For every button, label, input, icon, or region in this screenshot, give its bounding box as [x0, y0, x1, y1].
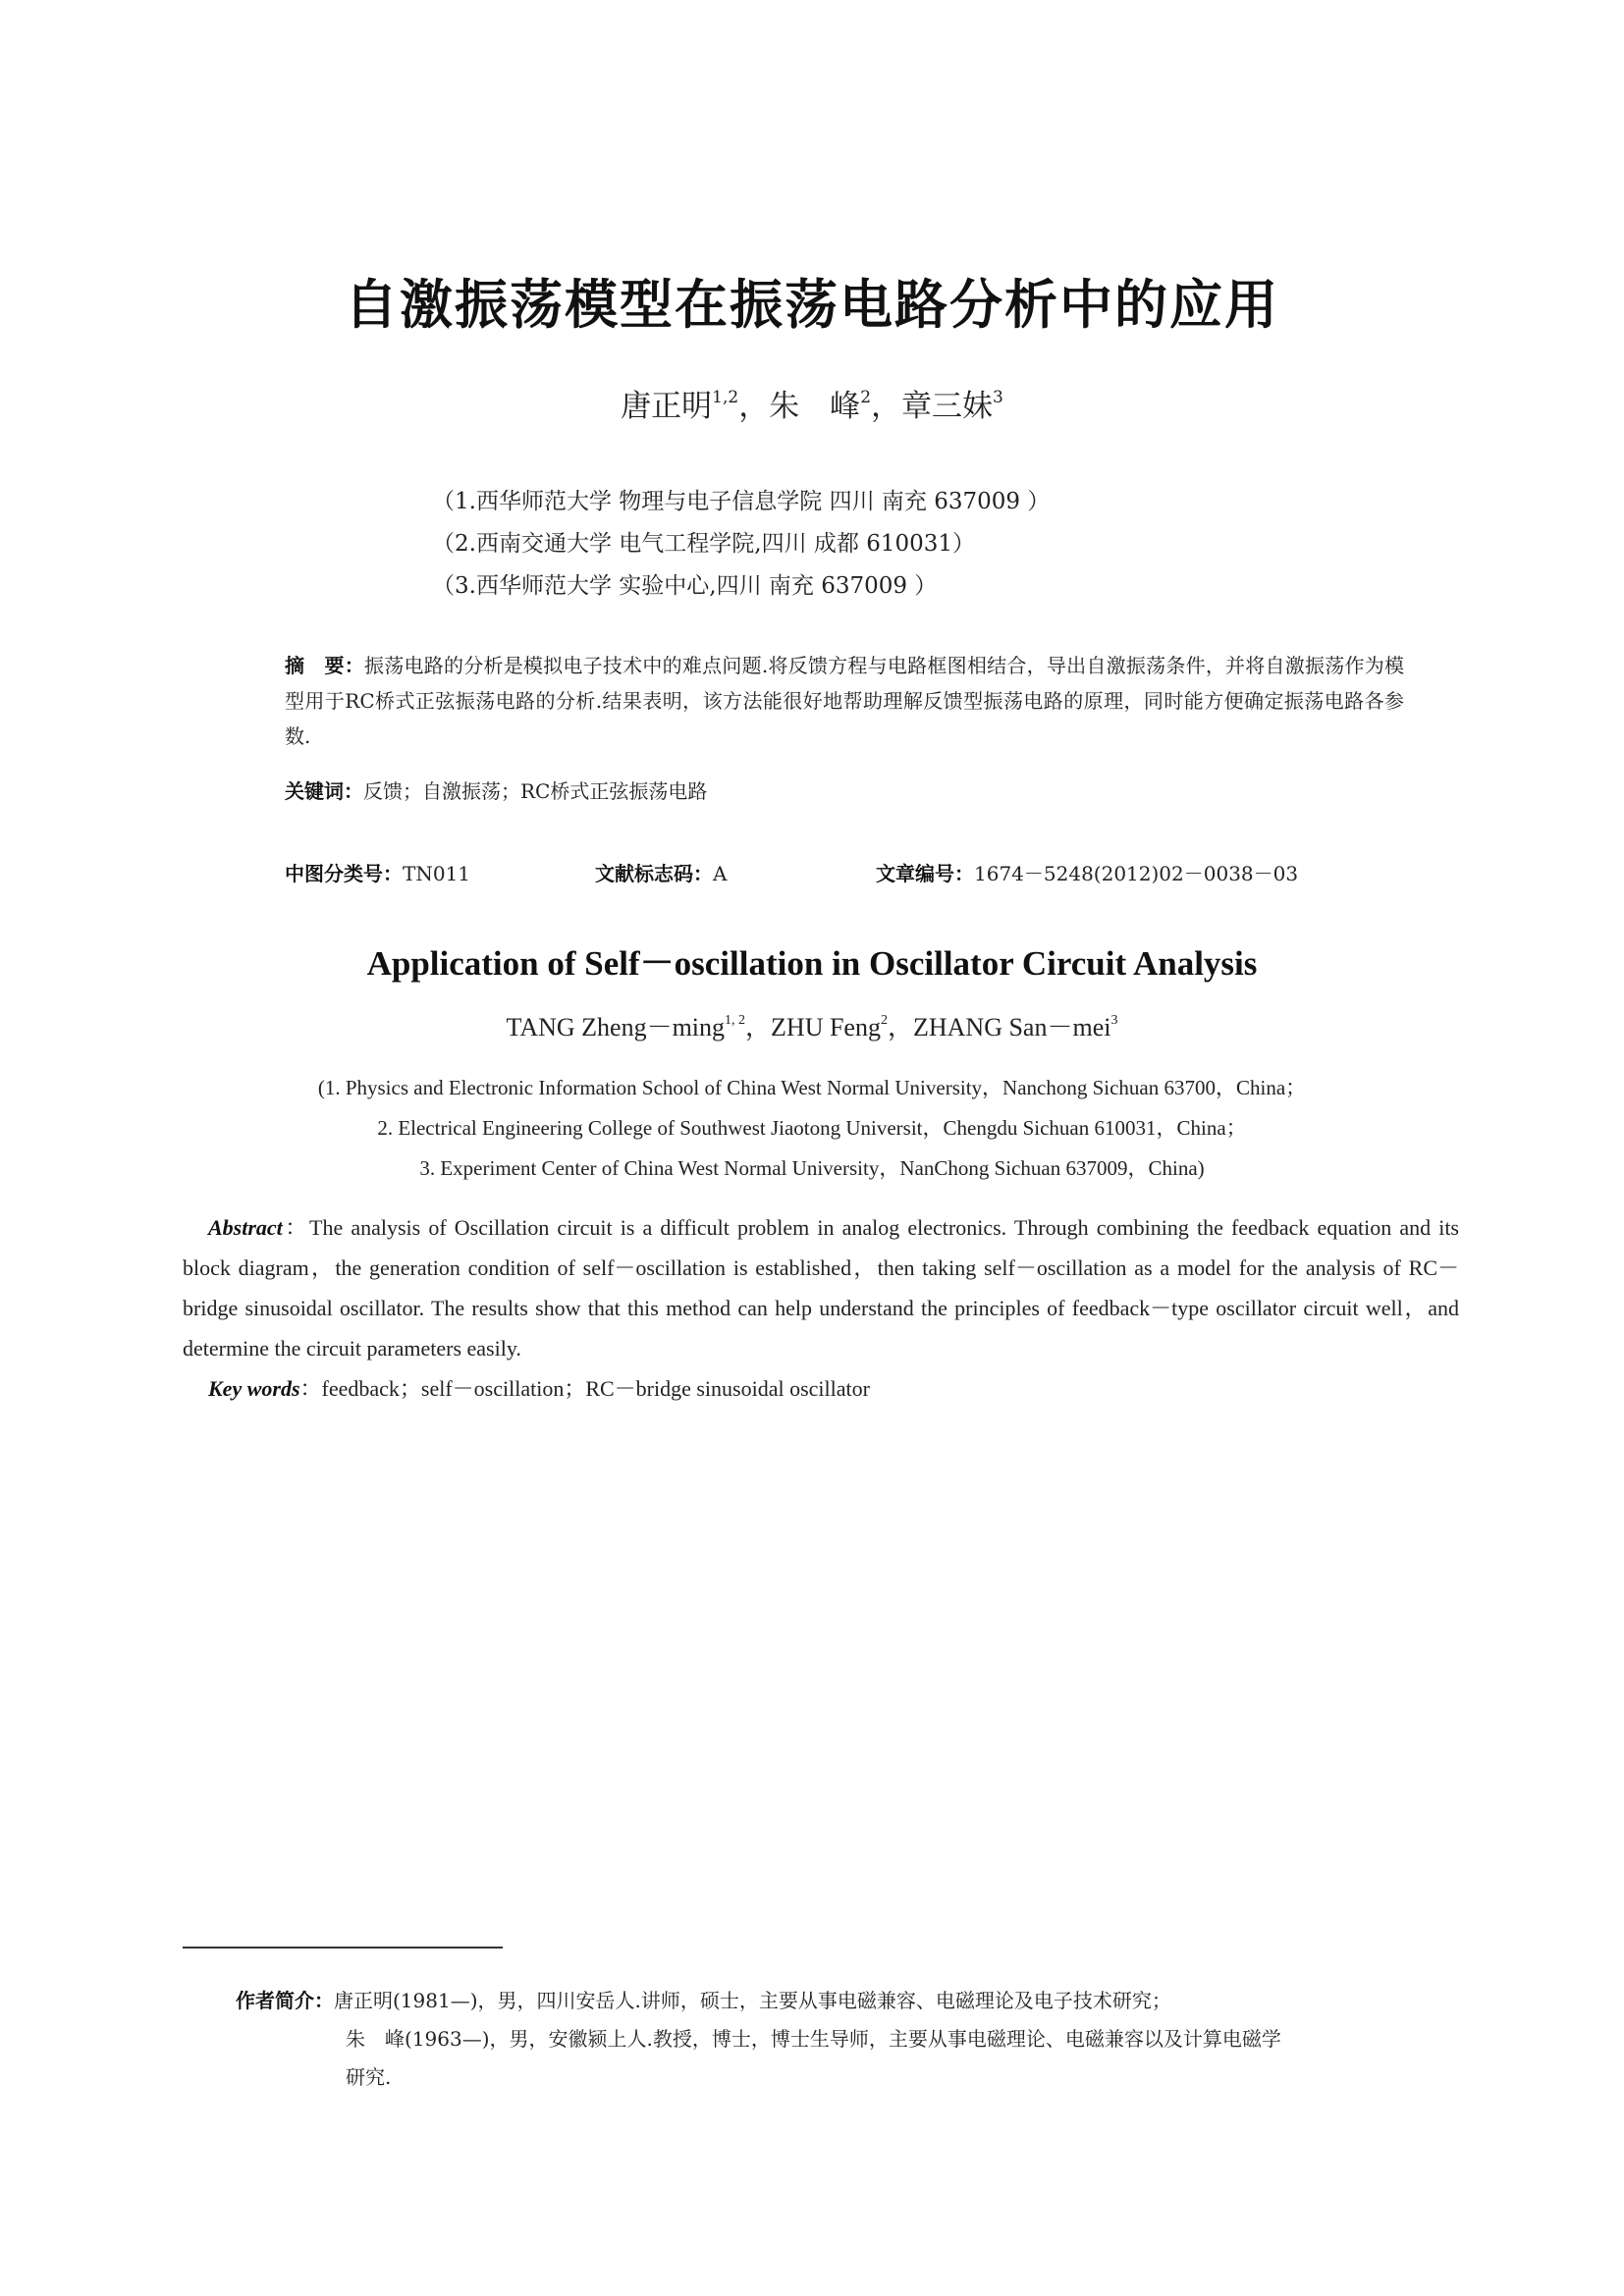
- author-separator: ，: [745, 1013, 772, 1041]
- abstract-text-cn: 振荡电路的分析是模拟电子技术中的难点问题.将反馈方程与电路框图相结合，导出自激振荡条件，并将自激振荡作为模型用于RC桥式正弦振荡电路的分析.结果表明，该方法能很好地帮助理解反馈型振荡电路的原理，同时能方便确定振荡电路各参数.: [285, 654, 1405, 748]
- author-bio-2: 朱 峰(1963—)，男，安徽颍上人.教授，博士，博士生导师，主要从事电磁理论、电磁兼容以及计算电磁学: [346, 2027, 1281, 2051]
- affiliation-line-en: 3. Experiment Center of China West Normal University，NanChong Sichuan 637009，China): [419, 1156, 1205, 1180]
- author-affil-index: 3: [993, 388, 1003, 407]
- keywords-label-colon: ：: [299, 1376, 322, 1401]
- author-bio-label: 作者简介：: [236, 1989, 334, 2012]
- document-code-label: 文献标志码：: [595, 862, 713, 885]
- paper-title-en: Application of Self－oscillation in Oscillator Circuit Analysis: [366, 944, 1258, 983]
- keywords-label-en: Key words: [208, 1376, 300, 1401]
- author-list-cn: [0, 381, 1624, 425]
- paper-title-cn: 自激振荡模型在振荡电路分析中的应用: [345, 274, 1279, 336]
- abstract-label-colon: ：: [282, 1215, 310, 1240]
- author-affil-index: 3: [1110, 1013, 1118, 1028]
- author-affil-index: 1,2: [712, 388, 739, 407]
- article-number-value: 1674－5248(2012)02－0038－03: [974, 862, 1299, 885]
- affiliation-line: （2.西南交通大学 电气工程学院,四川 成都 610031）: [432, 531, 975, 557]
- footnote-divider: [183, 1947, 503, 1949]
- author-affil-index: 2: [880, 1013, 888, 1028]
- document-code: [595, 858, 727, 886]
- abstract-cn: [285, 648, 1404, 754]
- author-bio-text: 唐正明(1981—)，男，四川安岳人.讲师，硕士，主要从事电磁兼容、电磁理论及电子技术研究；: [334, 1989, 1171, 2012]
- author-separator: ，: [871, 389, 902, 424]
- affiliation-line: （3.西华师范大学 实验中心,四川 南充 637009 ）: [432, 573, 938, 599]
- document-code-value: A: [713, 862, 728, 885]
- keywords-en: [208, 1368, 870, 1409]
- abstract-label-en: Abstract: [208, 1215, 283, 1240]
- keywords-text-en: feedback；self－oscillation；RC－bridge sinusoidal oscillator: [321, 1376, 870, 1401]
- author-list-en: [0, 1007, 1624, 1043]
- article-number-label: 文章编号：: [876, 862, 974, 885]
- clc-number: [285, 858, 470, 886]
- article-number: [876, 858, 1298, 886]
- author-name: 朱 峰: [769, 389, 861, 424]
- affiliation-list-cn: [432, 481, 1050, 608]
- keywords-text-cn: 反馈；自激振荡；RC桥式正弦振荡电路: [363, 779, 708, 803]
- clc-value: TN011: [403, 862, 471, 885]
- author-name: 唐正明: [621, 389, 713, 424]
- author-separator: ，: [887, 1013, 913, 1041]
- abstract-text-en: The analysis of Oscillation circuit is a difficult problem in analog electronics. Through combining the feedback equation and its block diagram，the generation condition of self－oscillation is established，then taking self－oscillation as a model for the analysis of RC－bridge sinusoidal oscillator. The results show that this method can help understand the principles of feedback－type oscillator circuit well，and determine the circuit parameters easily.: [183, 1215, 1459, 1361]
- abstract-en: [183, 1207, 1459, 1368]
- author-separator: ，: [738, 389, 770, 424]
- author-name: ZHU Feng: [771, 1013, 881, 1041]
- affiliation-line-en: (1. Physics and Electronic Information School of China West Normal University，Nanchong Sichuan 63700，China；: [317, 1076, 1307, 1099]
- author-affil-index: 1, 2: [725, 1013, 746, 1028]
- affiliation-line-en: 2. Electrical Engineering College of Southwest Jiaotong Universit，Chengdu Sichuan 610031，China；: [377, 1116, 1247, 1140]
- author-bio-1: [236, 1985, 1171, 2013]
- abstract-label-cn: 摘 要：: [285, 654, 364, 677]
- author-name: ZHANG San－mei: [912, 1013, 1111, 1041]
- author-name: 章三妹: [901, 389, 994, 424]
- affiliation-line: （1.西华师范大学 物理与电子信息学院 四川 南充 637009 ）: [432, 489, 1051, 514]
- keywords-label-cn: 关键词：: [285, 779, 363, 803]
- author-affil-index: 2: [860, 388, 872, 407]
- author-name: TANG Zheng－ming: [506, 1013, 726, 1041]
- keywords-cn: [285, 774, 707, 809]
- author-bio-2-continued: 研究.: [346, 2065, 392, 2089]
- clc-label: 中图分类号：: [285, 862, 403, 885]
